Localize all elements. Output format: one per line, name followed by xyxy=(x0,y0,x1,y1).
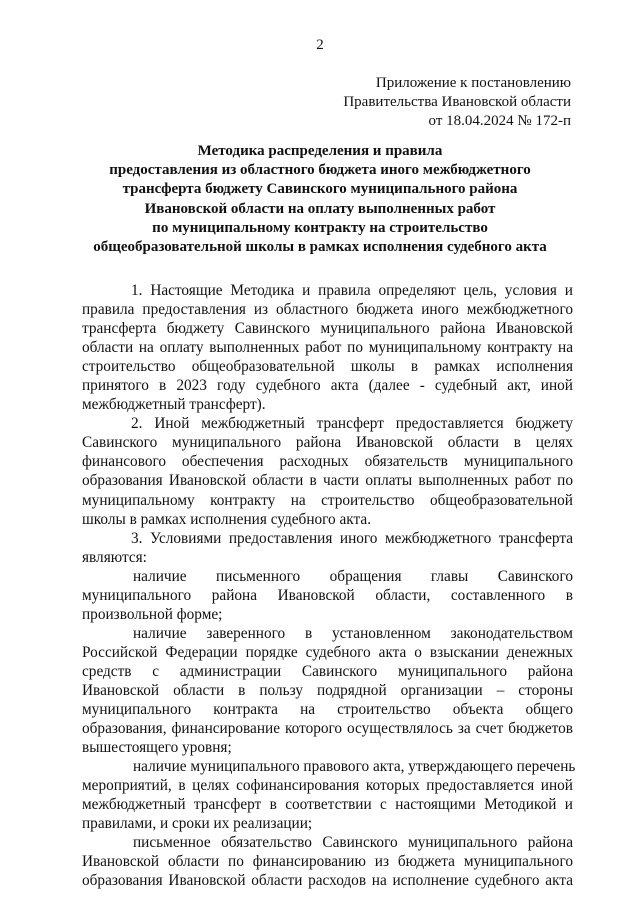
text-line: Савинского муниципального района Ивановской области в целях xyxy=(82,434,573,452)
text-line: правила предоставления из областного бюджета иного межбюджетного xyxy=(82,301,573,319)
text-line: Ивановской области в пользу подрядной организации – стороны xyxy=(82,681,573,699)
appendix-reference xyxy=(343,74,571,131)
document-body xyxy=(82,281,576,891)
text-line: наличие муниципального правового акта, утверждающего перечень xyxy=(133,758,576,776)
text-line: школы в рамках исполнения судебного акта. xyxy=(82,510,372,528)
page-number: 2 xyxy=(316,37,324,53)
text-line: финансового обеспечения расходных обязательств муниципального xyxy=(82,453,573,471)
text-line: средств с администрации Савинского муниципального района xyxy=(82,662,573,680)
text-line: мероприятий, в целях софинансирования которых предоставляется иной xyxy=(82,777,573,795)
appendix-line: Правительства Ивановской области xyxy=(343,94,571,110)
title-line: по муниципальному контракту на строительство xyxy=(152,219,488,236)
text-line: области на оплату выполненных работ по муниципальному контракту на xyxy=(82,339,573,357)
title-line: общеобразовательной школы в рамках исполнения судебного акта xyxy=(93,239,547,256)
text-line: наличие заверенного в установленном законодательством xyxy=(133,624,573,642)
paragraph-3 xyxy=(82,529,573,567)
text-line: являются: xyxy=(82,548,147,566)
text-line: трансферта бюджету Савинского муниципального района Ивановской xyxy=(82,320,573,338)
condition-3 xyxy=(82,757,576,833)
text-line: муниципальному контракту на строительство общеобразовательной xyxy=(82,491,573,509)
text-line: 3. Условиями предоставления иного межбюджетного трансферта xyxy=(131,529,573,547)
document-title xyxy=(70,142,570,257)
appendix-line: от 18.04.2024 № 172-п xyxy=(428,113,571,129)
text-line: образования Ивановской области в части оплаты выполненных работ по xyxy=(82,472,573,490)
text-line: муниципального района Ивановской области, составленного в xyxy=(82,586,573,604)
paragraph-1 xyxy=(82,281,573,414)
title-line: Методика распределения и правила xyxy=(197,143,443,159)
appendix-line: Приложение к постановлению xyxy=(375,75,571,91)
text-line: произвольной форме; xyxy=(82,605,223,623)
condition-1 xyxy=(82,567,573,624)
text-line: письменное обязательство Савинского муниципального района xyxy=(133,834,573,852)
text-line: 2. Иной межбюджетный трансферт предоставляется бюджету xyxy=(131,415,573,433)
title-line: предоставления из областного бюджета иного межбюджетного xyxy=(109,162,531,179)
text-line: правилами, и сроки их реализации; xyxy=(82,815,313,833)
text-line: вышестоящего уровня; xyxy=(82,739,232,757)
text-line: 1. Настоящие Методика и правила определяют цель, условия и xyxy=(131,282,573,299)
text-line: наличие письменного обращения главы Савинского xyxy=(133,567,573,585)
paragraph-2 xyxy=(82,414,573,528)
title-line: трансферта бюджету Савинского муниципального района xyxy=(122,181,518,198)
text-line: межбюджетный трансферт). xyxy=(82,396,266,414)
condition-4 xyxy=(82,833,573,890)
text-line: Ивановской области по финансированию из бюджета муниципального xyxy=(82,853,573,871)
text-line: образования, финансирование которого осуществлялось за счет бюджетов xyxy=(82,720,573,738)
text-line: строительство общеобразовательной школы в рамках исполнения xyxy=(82,358,573,376)
condition-2 xyxy=(82,624,573,757)
title-line: Ивановской области на оплату выполненных работ xyxy=(144,200,496,217)
text-line: Российской Федерации порядке судебного акта о взыскании денежных xyxy=(82,643,573,661)
text-line: принятого в 2023 году судебного акта (далее - судебный акт, иной xyxy=(82,377,573,395)
text-line: образования Ивановской области расходов на исполнение судебного акта xyxy=(82,872,573,890)
text-line: муниципального контракта на строительство объекта общего xyxy=(82,701,573,719)
text-line: межбюджетный трансферт в соответствии с настоящими Методикой и xyxy=(82,796,573,814)
